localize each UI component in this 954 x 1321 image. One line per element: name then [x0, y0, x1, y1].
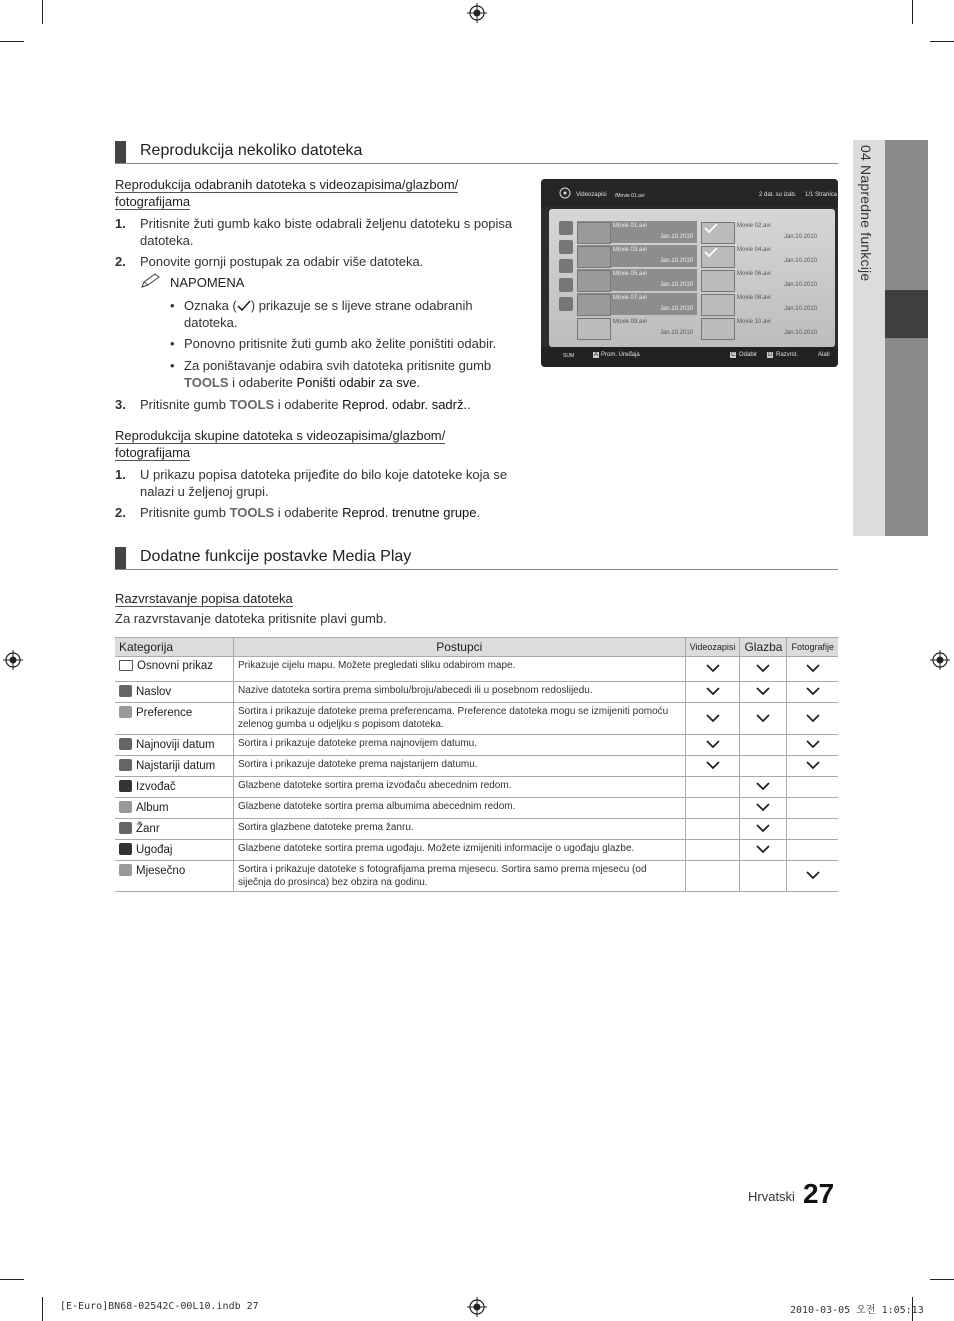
list-item: 3. Pritisnite gumb TOOLS i odaberite Reprod. odabr. sadrž.. [115, 397, 471, 412]
page-language: Hrvatski [748, 1189, 795, 1204]
category-label: Izvođač [136, 781, 176, 793]
category-icon [119, 864, 132, 876]
photo-support-cell [787, 861, 838, 892]
page-number: 27 [803, 1178, 835, 1209]
category-label: Žanr [136, 823, 160, 835]
video-support-cell [685, 703, 740, 735]
table-row [115, 861, 838, 892]
list-item: • Oznaka ( ) prikazuje se s lijeve strane odabranih datoteka. [170, 298, 473, 330]
table-row [115, 703, 838, 735]
tv-path: /Movie 01.avi [615, 193, 645, 199]
video-support-cell [685, 798, 740, 819]
photo-support-cell [787, 703, 838, 735]
category-label: Najnoviji datum [136, 739, 215, 751]
music-support-cell [740, 819, 787, 840]
subheading: Reprodukcija odabranih datoteka s videozapisima/glazbom/ fotografijama [115, 177, 459, 209]
side-tab-label: 04 Napredne funkcije [858, 145, 874, 282]
film-icon [559, 187, 571, 199]
check-icon [805, 739, 821, 749]
tv-sum-label: SUM [563, 353, 575, 359]
subheading: Razvrstavanje popisa datoteka [115, 591, 293, 606]
music-support-cell [740, 703, 787, 735]
category-label: Osnovni prikaz [137, 660, 214, 672]
music-support-cell [740, 657, 787, 682]
section-heading [115, 141, 838, 164]
description-cell: Glazbene datoteke sortira prema ugođaju. Možete izmijeniti informacije o ugođaju glazbe. [234, 840, 686, 861]
crop-mark [930, 41, 954, 42]
description-cell: Sortira i prikazuje datoteke prema preferencama. Preference datoteka mogu se izmijeniti pomoću zelenog gumba u odjeljku s popisom datoteka. [234, 703, 686, 735]
photo-support-cell [787, 840, 838, 861]
description-cell: Glazbene datoteke sortira prema albumima abecednim redom. [234, 798, 686, 819]
crop-mark [912, 0, 913, 24]
music-support-cell [740, 756, 787, 777]
category-icon [119, 660, 133, 671]
video-support-cell [685, 819, 740, 840]
music-support-cell [740, 840, 787, 861]
tv-d-key: D [768, 352, 773, 358]
table-row [115, 798, 838, 819]
category-label: Preference [136, 707, 193, 719]
tv-file-item: Movie 01.avi Jan.10.2010 [577, 221, 697, 243]
side-tab-active-block [885, 290, 928, 338]
photo-support-cell [787, 798, 838, 819]
tv-file-item: Movie 07.avi Jan.10.2010 [577, 293, 697, 315]
section-title: Dodatne funkcije postavke Media Play [140, 548, 412, 565]
crop-mark [0, 1279, 24, 1280]
note-label: NAPOMENA [170, 275, 245, 290]
category-icon [119, 822, 132, 834]
tv-file-item: Movie 03.avi Jan.10.2010 [577, 245, 697, 267]
table-row [115, 819, 838, 840]
table-row [115, 735, 838, 756]
tv-category-icons [559, 221, 575, 331]
registration-mark-icon [467, 3, 487, 23]
check-icon [805, 870, 821, 880]
list-item: 2. Pritisnite gumb TOOLS i odaberite Reprod. trenutne grupe. [115, 505, 481, 520]
photo-support-cell [787, 657, 838, 682]
selected-check-icon [704, 223, 718, 233]
video-support-cell [685, 657, 740, 682]
table-row [115, 657, 838, 682]
check-icon [705, 713, 721, 723]
intro-text: Za razvrstavanje datoteka pritisnite plavi gumb. [115, 611, 387, 626]
check-icon [755, 781, 771, 791]
video-support-cell [685, 735, 740, 756]
category-cell [115, 657, 234, 682]
table-row [115, 756, 838, 777]
table-row [115, 840, 838, 861]
video-support-cell [685, 861, 740, 892]
sort-table [115, 637, 838, 892]
category-icon [119, 738, 132, 750]
selected-check-icon [704, 247, 718, 257]
photo-support-cell [787, 777, 838, 798]
tv-sort-label: Razvrst. [776, 352, 799, 358]
tv-file-item: Movie 08.avi Jan.10.2010 [701, 293, 821, 315]
category-cell [115, 735, 234, 756]
check-icon [705, 739, 721, 749]
category-icon [119, 801, 132, 813]
column-header: Glazba [740, 638, 787, 657]
crop-mark [0, 41, 24, 42]
check-icon [755, 686, 771, 696]
category-cell [115, 756, 234, 777]
video-support-cell [685, 840, 740, 861]
list-item: 1. Pritisnite žuti gumb kako biste odabrali željenu datoteku s popisa datoteka. [115, 216, 513, 248]
tv-title: Videozapisi [576, 192, 607, 198]
tv-selected-count: 2 dat. su izab. [759, 192, 797, 198]
check-icon [805, 686, 821, 696]
description-cell: Sortira i prikazuje datoteke prema najnovijem datumu. [234, 735, 686, 756]
tv-file-item: Movie 02.avi Jan.10.2010 [701, 221, 821, 243]
category-cell [115, 819, 234, 840]
description-cell: Prikazuje cijelu mapu. Možete pregledati sliku odabirom mape. [234, 657, 686, 682]
print-date: 2010-03-05 오전 1:05:13 [790, 1305, 924, 1316]
tv-file-item: Movie 06.avi Jan.10.2010 [701, 269, 821, 291]
description-cell: Sortira i prikazuje datoteke prema najstarijem datumu. [234, 756, 686, 777]
table-row [115, 777, 838, 798]
list-item: 2. Ponovite gornji postupak za odabir više datoteka. [115, 254, 424, 269]
category-cell [115, 840, 234, 861]
side-tab-block [885, 338, 928, 536]
column-header: Kategorija [115, 638, 234, 657]
section-heading [115, 547, 838, 570]
check-icon [755, 823, 771, 833]
check-icon [237, 300, 251, 312]
tv-file-item: Movie 05.avi Jan.10.2010 [577, 269, 697, 291]
music-support-cell [740, 861, 787, 892]
crop-mark [930, 1279, 954, 1280]
tv-file-item: Movie 09.avi Jan.10.2010 [577, 317, 697, 339]
tv-screenshot [541, 179, 838, 367]
check-icon [755, 802, 771, 812]
description-cell: Sortira i prikazuje datoteke s fotografijama prema mjesecu. Sortira samo prema mjesecu (od siječnja do prosinca) bez obzira na godinu. [234, 861, 686, 892]
check-icon [805, 760, 821, 770]
category-label: Naslov [136, 686, 172, 698]
category-label: Najstariji datum [136, 760, 216, 772]
category-label: Ugođaj [136, 844, 173, 856]
check-icon [755, 844, 771, 854]
side-tab-block [885, 140, 928, 290]
table-header-row [115, 638, 838, 657]
tv-tools-label: Alati [818, 352, 830, 358]
registration-mark-icon [930, 650, 950, 670]
check-icon [755, 713, 771, 723]
column-header: Videozapisi [685, 638, 740, 657]
video-support-cell [685, 777, 740, 798]
list-item: 1. U prikazu popisa datoteka prijeđite do bilo koje datoteke koja se nalazi u željenoj grupi. [115, 467, 508, 499]
music-support-cell [740, 798, 787, 819]
check-icon [805, 663, 821, 673]
list-item: • Za poništavanje odabira svih datoteka pritisnite gumb TOOLS i odaberite Poništi odabir za sve. [170, 358, 492, 390]
music-support-cell [740, 682, 787, 703]
check-icon [705, 760, 721, 770]
photo-support-cell [787, 682, 838, 703]
print-file-info: [E-Euro]BN68-02542C-00L10.indb 27 [60, 1301, 259, 1312]
crop-mark [42, 0, 43, 24]
category-icon [119, 843, 132, 855]
tv-file-item: Movie 04.avi Jan.10.2010 [701, 245, 821, 267]
category-cell [115, 798, 234, 819]
registration-mark-icon [3, 650, 23, 670]
video-support-cell [685, 756, 740, 777]
category-icon [119, 759, 132, 771]
table-row [115, 682, 838, 703]
music-support-cell [740, 777, 787, 798]
tv-page: 1/1 Stranica [805, 192, 838, 198]
tv-select-label: Odabir [739, 352, 758, 358]
category-icon [119, 706, 132, 718]
music-support-cell [740, 735, 787, 756]
category-cell [115, 777, 234, 798]
section-title: Reprodukcija nekoliko datoteka [140, 142, 363, 159]
crop-mark [42, 1297, 43, 1321]
check-icon [705, 686, 721, 696]
list-item: • Ponovno pritisnite žuti gumb ako želite poništiti odabir. [170, 336, 497, 351]
column-header: Fotografije [787, 638, 838, 657]
category-cell [115, 861, 234, 892]
video-support-cell [685, 682, 740, 703]
check-icon [805, 713, 821, 723]
category-icon [119, 780, 132, 792]
tv-file-item: Movie 10.avi Jan.10.2010 [701, 317, 821, 339]
registration-mark-icon [467, 1297, 487, 1317]
note-pencil-icon [140, 273, 162, 289]
tv-c-key: C [731, 352, 736, 358]
category-icon [119, 685, 132, 697]
category-cell [115, 703, 234, 735]
check-icon [705, 663, 721, 673]
category-label: Album [136, 802, 169, 814]
check-icon [755, 663, 771, 673]
tv-device-label: Prom. Uređaja [601, 352, 640, 358]
category-cell [115, 682, 234, 703]
description-cell: Sortira glazbene datoteke prema žanru. [234, 819, 686, 840]
photo-support-cell [787, 819, 838, 840]
description-cell: Glazbene datoteke sortira prema izvođaču abecednim redom. [234, 777, 686, 798]
subheading: Reprodukcija skupine datoteka s videozapisima/glazbom/ fotografijama [115, 428, 446, 460]
column-header: Postupci [234, 638, 686, 657]
category-label: Mjesečno [136, 865, 186, 877]
photo-support-cell [787, 756, 838, 777]
photo-support-cell [787, 735, 838, 756]
description-cell: Nazive datoteka sortira prema simbolu/broju/abecedi ili u posebnom redoslijedu. [234, 682, 686, 703]
tv-a-key: A [594, 352, 599, 358]
